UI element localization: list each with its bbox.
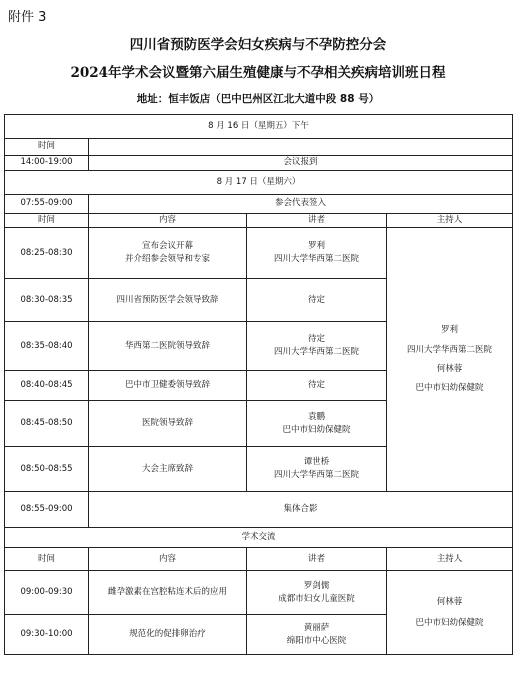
academic-host-name: 何林蓉 — [436, 596, 463, 607]
academic-time-header: 时间 — [5, 548, 89, 571]
attachment-label: 附件 3 — [8, 10, 47, 25]
day2-host-header: 主持人 — [387, 214, 513, 228]
talk1-time: 09:00-09:30 — [5, 571, 89, 615]
local-hospital-content: 医院领导致辞 — [89, 401, 247, 447]
chair-speech-speaker-name: 谭世桥 — [303, 457, 330, 467]
opening-speaker — [247, 228, 387, 279]
health-commission-time: 08:40-08:45 — [5, 371, 89, 401]
talk1-speaker-name: 罗剑儒 — [303, 580, 330, 591]
chair-speech-speaker-org: 四川大学华西第二医院 — [273, 470, 359, 481]
chair-speech-time: 08:50-08:55 — [5, 447, 89, 492]
registration-time: 07:55-09:00 — [5, 195, 89, 214]
academic-host-org: 巴中市妇幼保健院 — [415, 617, 484, 628]
talk1-speaker — [247, 571, 387, 615]
academic-heading: 学术交流 — [5, 528, 513, 548]
host-org-1: 四川大学华西第二医院 — [407, 344, 493, 355]
opening-content — [89, 228, 247, 279]
talk2-content: 规范化的促排卵治疗 — [89, 615, 247, 655]
association-speech-content: 四川省预防医学会领导致辞 — [89, 279, 247, 322]
chair-speech-speaker — [247, 447, 387, 492]
local-hospital-speaker-org: 巴中市妇幼保健院 — [282, 424, 351, 435]
talk1-content: 雌孕激素在宫腔粘连术后的应用 — [89, 571, 247, 615]
association-speech-time: 08:30-08:35 — [5, 279, 89, 322]
health-commission-content: 巴中市卫健委领导致辞 — [89, 371, 247, 401]
day1-header-blank — [89, 139, 513, 156]
day2-speaker-header: 讲者 — [247, 214, 387, 228]
address: 地址：恒丰饭店（巴中巴州区江北大道中段 88 号） — [136, 93, 380, 105]
host-name-1: 罗利 — [441, 325, 459, 336]
group-photo-content: 集体合影 — [89, 492, 513, 528]
day1-row-time: 14:00-19:00 — [5, 156, 89, 171]
hospital-speech-speaker-org: 四川大学华西第二医院 — [273, 347, 359, 358]
opening-speaker-name: 罗利 — [307, 241, 325, 251]
ceremony-host — [387, 228, 513, 492]
day1-time-header: 时间 — [5, 139, 89, 156]
talk1-speaker-org: 成都市妇女儿童医院 — [278, 593, 355, 604]
academic-host-header: 主持人 — [387, 548, 513, 571]
health-commission-speaker: 待定 — [247, 371, 387, 401]
hospital-speech-content: 华西第二医院领导致辞 — [89, 322, 247, 371]
day2-heading: 8 月 17 日（星期六） — [5, 171, 513, 195]
academic-host — [387, 571, 513, 655]
schedule-table — [4, 114, 513, 655]
local-hospital-speaker-name: 袁鹏 — [307, 411, 325, 422]
talk2-time: 09:30-10:00 — [5, 615, 89, 655]
title-line-2: 2024年学术会议暨第六届生殖健康与不孕相关疾病培训班日程 — [70, 65, 446, 81]
talk2-speaker-org: 绵阳市中心医院 — [286, 635, 347, 646]
opening-speaker-org: 四川大学华西第二医院 — [273, 254, 359, 265]
day1-row-content: 会议报到 — [89, 156, 513, 171]
day2-content-header: 内容 — [89, 214, 247, 228]
talk2-speaker-name: 黄丽萨 — [303, 622, 330, 633]
local-hospital-speaker — [247, 401, 387, 447]
opening-content-line2: 并介绍参会领导和专家 — [124, 254, 210, 265]
association-speech-speaker: 待定 — [247, 279, 387, 322]
local-hospital-time: 08:45-08:50 — [5, 401, 89, 447]
talk2-speaker — [247, 615, 387, 655]
academic-content-header: 内容 — [89, 548, 247, 571]
group-photo-time: 08:55-09:00 — [5, 492, 89, 528]
title-line-1: 四川省预防医学会妇女疾病与不孕防控分会 — [129, 37, 387, 53]
day2-time-header: 时间 — [5, 214, 89, 228]
host-name-2: 何林蓉 — [436, 363, 463, 374]
day1-heading: 8 月 16 日（星期五）下午 — [5, 115, 513, 139]
hospital-speech-speaker-name: 待定 — [307, 334, 325, 344]
host-org-2: 巴中市妇幼保健院 — [415, 382, 484, 393]
opening-time: 08:25-08:30 — [5, 228, 89, 279]
hospital-speech-time: 08:35-08:40 — [5, 322, 89, 371]
opening-content-line1: 宣布会议开幕 — [141, 241, 193, 251]
registration-content: 参会代表签入 — [89, 195, 513, 214]
academic-speaker-header: 讲者 — [247, 548, 387, 571]
hospital-speech-speaker — [247, 322, 387, 371]
chair-speech-content: 大会主席致辞 — [89, 447, 247, 492]
